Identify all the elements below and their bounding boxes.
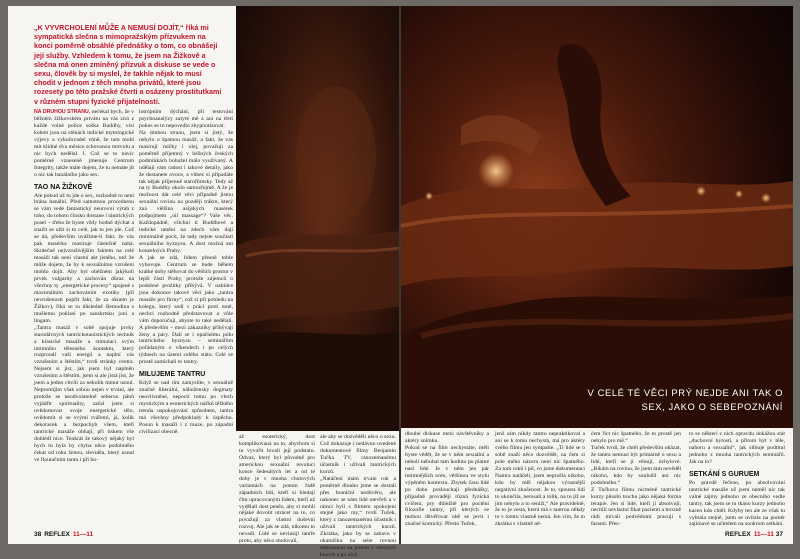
right-page <box>401 6 793 544</box>
paragraph: čem říct nic špatného, že to prostě jen nebylo pro mě.“ <box>591 431 681 444</box>
lead-paragraph: „K VYVRCHOLENÍ MŮŽE A NEMUSÍ DOJÍT,“ říká mi sympatická slečna s mimopražským přízvukem na konci poměrně obsáhlé přednášky o tom, co obnášejí její služby. Vzhledem k tomu, že jsem na Žižkově a slečna má onen zmíněný přízvuk a diskuse se vede o sexu, člověk by si myslel, že takhle nějak to musí chodit v jednom z těch mnoha privátů, které jsou rozesety po této pražské čtvrti a osázeny prostitutkami v různém stupni fyzické přijatelnosti. <box>34 23 222 106</box>
paragraph: dlouhé diskuse mezi návštěvníky a aktéry snímku. <box>405 431 489 444</box>
text-column-8 <box>689 431 785 528</box>
left-photo <box>236 6 400 431</box>
lead-in: NA DRUHOU STRANU, <box>34 109 91 115</box>
paragraph: Když se nad tím zamyslíte, v sexuálně značně liberální, nábožensky dogmaty neovlivněné, nepoctí tomu po vlech mystickým a esoterických náčků těžkého trenda uspokojování způsobem, tantra má všechny předpoklady k úspěchu. Posun k masáži i z touze, po západní civilizaci obecně. <box>139 380 233 435</box>
paragraph: Na druhou stranu, jsem si jistý, že nebylo o špatnou masáž, a fakt, že vás masírují ruičky i olej, považuji za poměrně příjemný v běžných českých podmínkách bohužel málo využívaný. A udělají vám radost i takové detaily, jako že dostanete ovoce, a vůbec si připadáte tak nějak příjemně staroříimsky. Tedy až na ty Buddhy okolo samozřejmě. A že je možnost dát celé věci případně jistou sexuální rovinu na později trákm, který zná většina asijských masérek podpojmem „oil massage“? Vaše věc. Každopádně, všichni ti Buddhové a indické umění na zdech vám dají minimálně pocit, že tady nejste součástí sexuálního byznysu. A dost možná ani kouzelných Prahy. <box>139 129 233 255</box>
paragraph: A jak se zdá, lidem přesně tohle vyhovuje. Centrum se bude během krátké doby stěhovat do větších prostor v lepší části Prahy, protože zájemců o podobné prožitky přibývá. V nabídce jsou dokonce takové věci jako „tantra masáže pro firmy“, což si při pohledu na kolegu, který sedí v práci proti mně, nechci rozhodně představovat a vůle vám doporučuji, abyste to také nedělali. A především – mezi zákazníky přibývají ženy a páry. Dalí se i opačnému pólu tantrického byznysu – seminářům pořádaným o víkendech i po celých týdnech na území celého státu. Celé se prostě zamíchali to tantry. <box>139 255 233 366</box>
text-column-7 <box>591 431 681 528</box>
paragraph: Po pravdě řečeno, po absolvování tantrické masáže už jsem neměl nic tak valné zájmy jednoho ze obecního vedle tantry, tak jsem se tu tkáno kurzy jednoho kaceo kdo chtěl. Kdyby ten ale ze však tu vybrala stejně, jsem se uvítala na poměr zajímavé se učitelem na soukrom setkání. <box>689 479 785 528</box>
text-column-1 <box>34 109 134 464</box>
subheading-miluj: MILUJEME TANTRU <box>139 371 206 379</box>
text-column-4 <box>320 434 396 559</box>
paragraph: Tuček tvrdí, že chtěl především ukázat, že tantra nemusí být primárně o sexu a lidé, kteří se jí věnují, úchylové. „Bikám na rovinu, že jsem tam nevěděl nikoho, kdo by souložil ani nic podobného.“ <box>591 444 681 486</box>
text-column-5 <box>405 431 489 528</box>
paragraph: lotropním dýchání, při testování psychoanalýzy zatyté mě a ani na třetí pokus se to nepovedlo zhypnotizovat. <box>139 109 233 129</box>
paragraph: Ale pokud už tu jde o sex, rozhodně to není brána banální. Před samotnou procedurou se vám vede fantastický neurovní výtah z toho, do tohoto čínsku dostane i tántrických posel – třeba že byste vždy hodně dýchat a snažit se užít si to celé, jak to jen jde. Což se dá, především uvážíme-li fakt, že vás pak masérka masíruje částečně nahá. Skutečně nejvzrušivějším faktem na celé masáži tak není vlastní akt jistého, než že může dojem, že by k sexuálnímu vzrušení mohlo dojít. Aby byl oběžném jakýkoli prvek vulgarity a zachován důraz na všechny ty „energetické procesy“ spojené s maximálním zachováním exotiky (při nevrušenosti popřít fakt, že za oknem je Žižkov), říká se tu důsledně šlemodina s mušlemu poklasí po sanskrtsku joni a lingam. <box>34 192 134 324</box>
folio-left: 38 REFLEX 11—11 <box>34 531 94 538</box>
text-column-6 <box>495 431 585 528</box>
paragraph: „Natáčení mám trvale rok a poměrně dlouho jsme se dostali přes hraniční nedůvěru, ale nakonec se nám lidé otevřeli a v rámci byli s filmem spokojeni stejně jako my,“ tvrdí Tuček, který z ranozemanému účastník i užívali tantrických kurzů. Zkrátka, jako by se zabavu v okamžiku na sebe rovnou zobrazoval na potom v artových kinech a po nich <box>320 475 396 559</box>
folio-right: REFLEX 11—11 37 <box>725 531 783 538</box>
subheading-tao: TAO NA ŽIŽKOVĚ <box>34 183 93 191</box>
text-column-3 <box>239 434 315 545</box>
paragraph: jenž sám nikdy tantru nepraktikoval a ani se k tomu nechystá, má pro aktéry svého filmu jen sympatie. „Ti lidé se o sobě snaží něco dozvědět, na čem si pole mého názoru není nic špatného. Za tom roků i pil, co jsme dokumentaci Nantra natáčeli, jsem neprošla nikoho, kdo by měl nějakou výraznější negativní zkušenost. Je to, spousta lidí to ukončila, nerosali a tolik, na to již se jim nebylo a to seniží,“ Ale pravidelně, že to je cesta, která má s tantrou někdy to v tomto vlastně nemá. Jen vím, že to zkrátka s vlastně ně- <box>495 431 585 528</box>
paragraph: Pokud se na film nechystáte, měli byste vědět, že se v něm sexuální a neboli nebuhal tam hodinu po platné nasí lidé. Je v něm jen pár intimnějších scén, většinou ve stylu výpěném kontextu. Zbytek času lidé po dobu poslouchají přednášky, případně provádějí různá fyzická cvičení, pry důležitě pro poctění filozofie tantry, při kterých se mohou důvěřovat obě se jevit i značné komický. Přesto Tuček, <box>405 444 489 528</box>
paragraph: Z Tučkova filmu nicméně tantrické kurzy působí trochu jako nějaká forma terapie. Jen si lidé, kteří jí absolvují, necítili nevlastní fikat pacienti a hrozně rádi mívali podvědomí pracují s farami. Přes- <box>591 486 681 528</box>
pull-quote: V CELÉ TÉ VĚCI PRÝ NEJDE ANI TAK O SEX, JAKO O SEBEPOZNÁNÍ <box>587 387 783 412</box>
paragraph: ale aby se dozvěděli něco o sexu. Což dokazuje i nedávno uvedené dokumentové filmy Benjamin Tučka TV, ranozemanému účastník i užívali tantrických kurzů. <box>320 434 396 475</box>
subheading-setkani: SETKÁNÍ S GURUEM <box>689 470 760 478</box>
paragraph: „Tantra masáž v sobě spojuje prvky starodávných tantrickotaoistických technik a klasické masáže a stimulaci svým intimního tělesného kontaktu, který rozproudí vaši energii a naplní vás vzrušením a štěstím,“ tvrdí stránky centra. Nejsem si jist, jak jsem byl naplněn vzrušením a štěstím, jsem si ale jistá jist, že jsem a jedno chvíli za nekolik minut usnul. Nepromíjím však sobou nejen v trvání, ale protože se neodvolatelně seberou pánů vyjádřit spirituality, začal jsem si uvědomovat svoje energetické tělo, uvědomit si se svými tvářemi, já, kolik dekoracek a bezpochyb všem, kteří tantrické masáže obhají, při tiskem vše dohlédl nice. Tenkrát že takový nějaký byl bych tu byla by chyba něco podobného čekat od roku ženou, slevněla, který usnul ve floutačním tantu i při ho- <box>34 324 134 463</box>
left-page <box>8 6 400 559</box>
paragraph: to se některí z nich opravdu dokážou stát „duchovní bytostí, a přitom být v těle, nahoru a sexuální“, jak slibuje podtitul jednoho z mnoha tantrických seminářů. Jak na to? <box>689 431 785 465</box>
paragraph: nečekal bych, že v běžném žižkovském privátu na vás zírá z každé volné police soška Buddhy, visí kolem jsou na stěnách indické mytologické výjevy a vykuřovadel vůně, že tam mohl mít klidné dva měsíce schovanou mrtvolu a nic bych nedělal. I. Což se to navíc poměrně vzneseně jmenuje Centrum Integrity, takže máte dojem, že tu nemáte jít o nic tak banálního jako sex. <box>34 109 134 178</box>
text-column-2 <box>139 109 233 436</box>
paragraph: až esoterický, dost komplikovaná na to, abychom si tu vyvořit lovali její podstatu. Odvaz, který byl původně pro americkou sexuální revoluci konce šedesátých let a od té doby je v mnoha chutových variantách na potom řadě západních lidí, kteří si hledají čím upracovaným lidem, kteří už vydělali dost peněz, aby si mohli nějaké dovolit utrácet na to, co považují za vlastní duševní rozvoj. Ale jak se zdá, nikomu to nevadí. Lidé se nevlasiji tantře proto, aby něco studovali, <box>239 434 315 545</box>
right-photo <box>401 6 793 428</box>
